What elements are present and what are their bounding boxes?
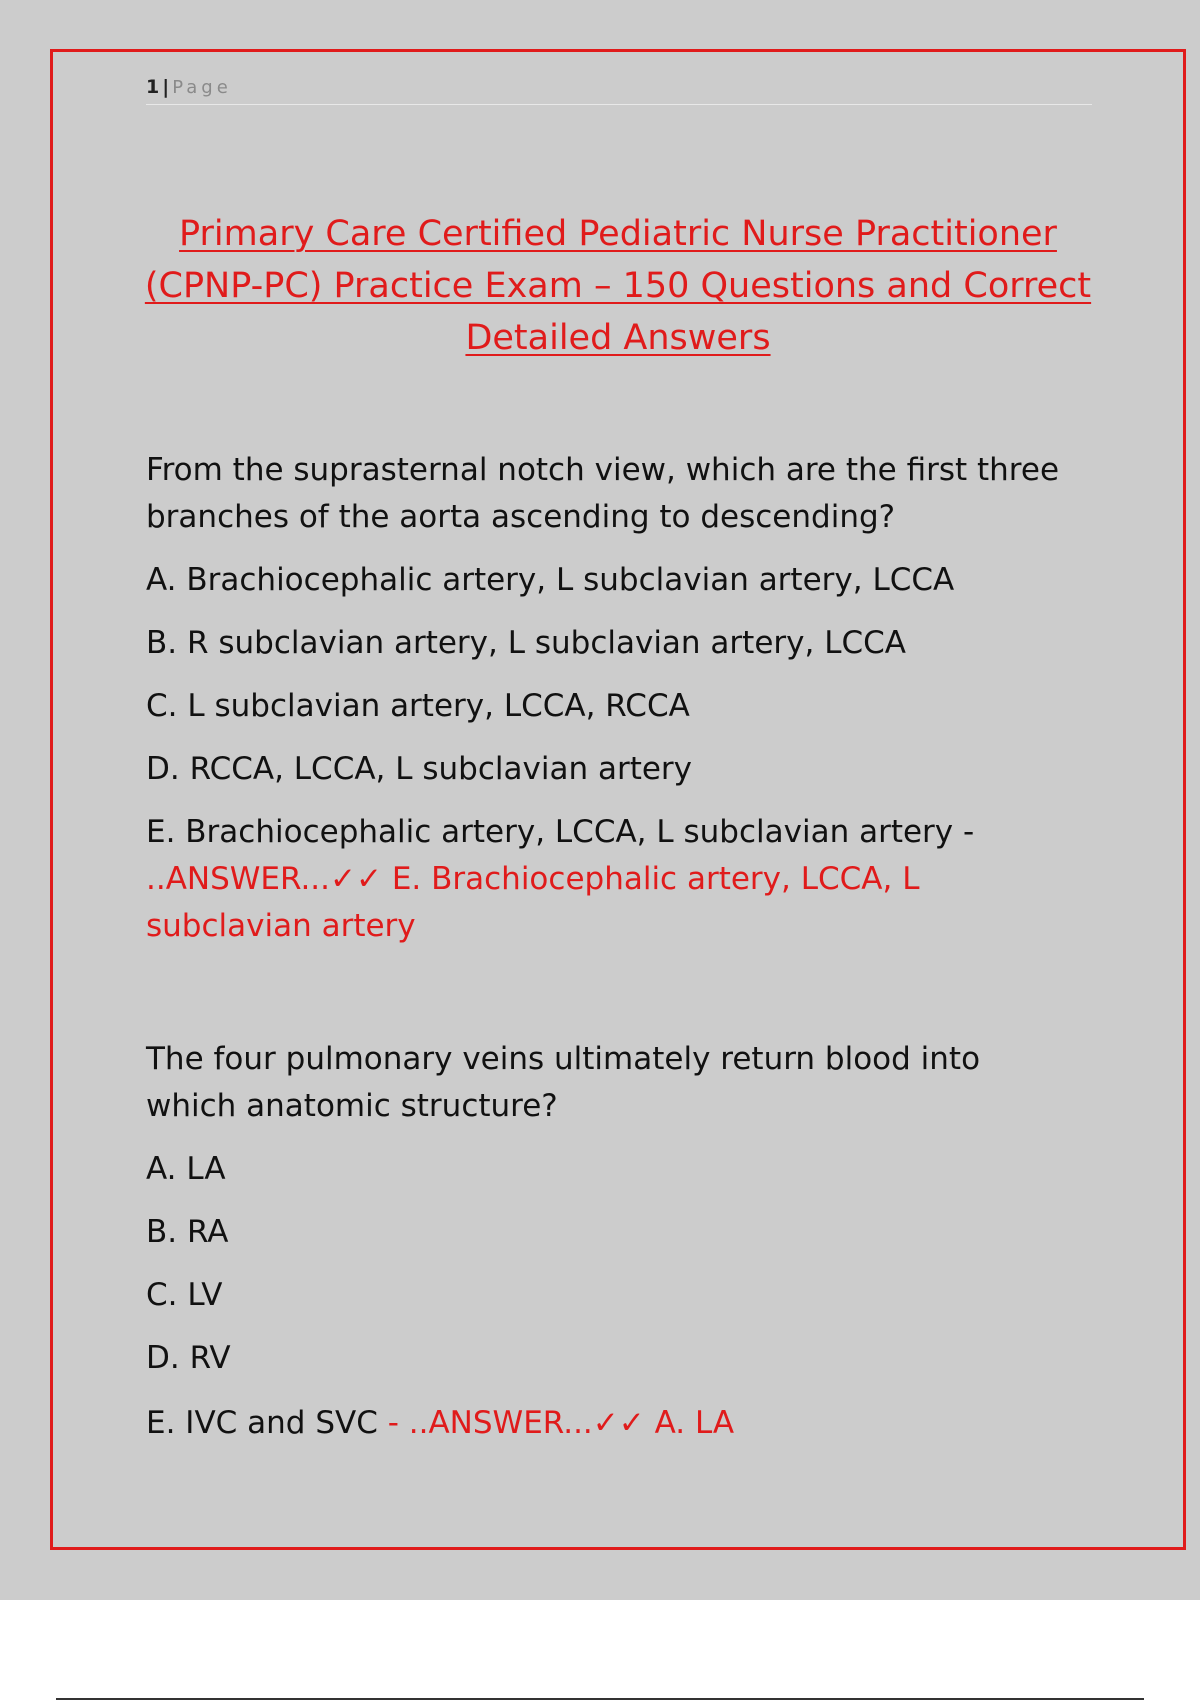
question-block-1 [146, 447, 1066, 966]
option-c: C. L subclavian artery, LCCA, RCCA [146, 688, 690, 724]
header-separator: | [162, 76, 170, 98]
answer-text: ..ANSWER...✓✓ E. Brachiocephalic artery, LCCA, L subclavian artery [146, 861, 920, 944]
option-b: B. RA [146, 1214, 229, 1250]
question-text: The four pulmonary veins ultimately return blood into which anatomic structure? [146, 1041, 981, 1124]
option-e-with-answer [146, 1398, 1066, 1448]
page-number: 1 [146, 76, 160, 98]
option-a: A. LA [146, 1151, 226, 1187]
option-d: D. RCCA, LCCA, L subclavian artery [146, 751, 693, 787]
question-text: From the suprasternal notch view, which are the first three branches of the aorta ascending to descending? [146, 452, 1060, 535]
option-e: E. Brachiocephalic artery, LCCA, L subclavian artery - [146, 814, 975, 850]
document-title: Primary Care Certified Pediatric Nurse Practitioner (CPNP-PC) Practice Exam – 150 Questions and Correct Detailed Answers [144, 214, 1092, 358]
answer-text: - ..ANSWER...✓✓ A. LA [387, 1405, 735, 1441]
option-e-with-answer [146, 809, 1066, 950]
option-d: D. RV [146, 1340, 231, 1376]
question-block-2 [146, 1036, 1066, 1464]
option-a: A. Brachiocephalic artery, L subclavian artery, LCCA [146, 562, 955, 598]
page-label: Page [172, 77, 232, 98]
option-b: B. R subclavian artery, L subclavian artery, LCCA [146, 625, 906, 661]
page-header [146, 76, 1092, 105]
option-e: E. IVC and SVC [146, 1405, 378, 1441]
option-c: C. LV [146, 1277, 223, 1313]
